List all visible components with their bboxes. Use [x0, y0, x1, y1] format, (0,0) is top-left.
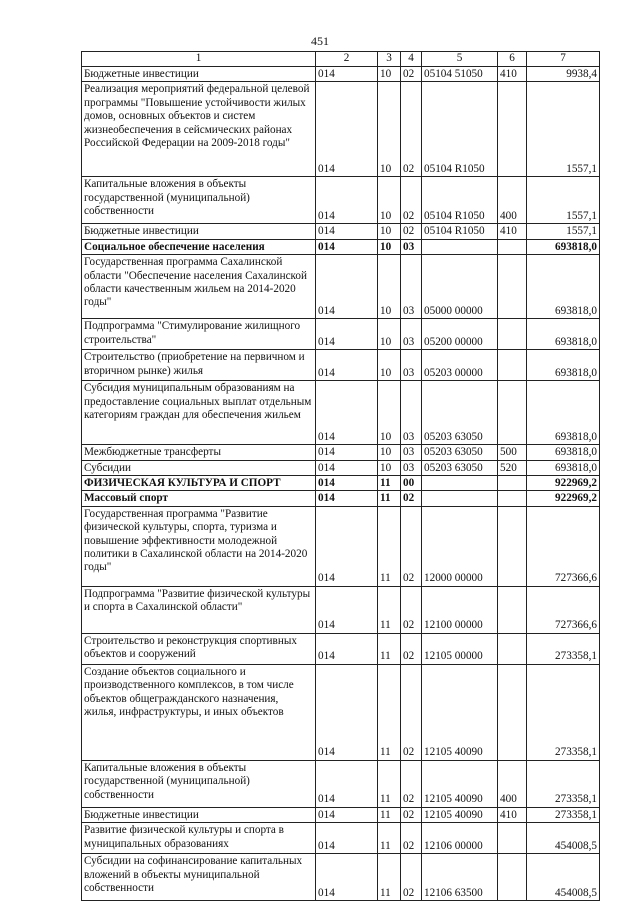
row-admin-code: 014	[316, 82, 378, 177]
row-section: 11	[378, 664, 401, 760]
table-row	[82, 445, 600, 460]
table-row	[82, 823, 600, 854]
row-subsection: 02	[401, 633, 422, 664]
row-target-article: 12100 00000	[422, 586, 498, 633]
column-header: 2	[316, 52, 378, 67]
column-header: 1	[82, 52, 316, 67]
row-expense-type	[498, 854, 527, 901]
column-header: 3	[378, 52, 401, 67]
row-subsection: 02	[401, 760, 422, 807]
row-amount: 693818,0	[527, 255, 600, 319]
row-section: 11	[378, 506, 401, 586]
row-subsection: 02	[401, 506, 422, 586]
row-target-article: 12106 63500	[422, 854, 498, 901]
row-subsection: 02	[401, 823, 422, 854]
row-admin-code: 014	[316, 319, 378, 350]
row-amount: 922969,2	[527, 491, 600, 506]
row-amount: 273358,1	[527, 664, 600, 760]
row-expense-type	[498, 239, 527, 254]
row-amount: 693818,0	[527, 381, 600, 445]
row-admin-code: 014	[316, 224, 378, 239]
row-target-article: 12105 40090	[422, 760, 498, 807]
row-section: 10	[378, 224, 401, 239]
row-target-article: 05000 00000	[422, 255, 498, 319]
row-subsection: 00	[401, 476, 422, 491]
row-expense-type	[498, 491, 527, 506]
table-row	[82, 177, 600, 224]
row-subsection: 03	[401, 445, 422, 460]
table-row	[82, 491, 600, 506]
row-section: 11	[378, 823, 401, 854]
column-header: 6	[498, 52, 527, 67]
row-description: Межбюджетные трансферты	[82, 445, 316, 460]
row-expense-type: 400	[498, 177, 527, 224]
column-header: 5	[422, 52, 498, 67]
row-subsection: 02	[401, 177, 422, 224]
row-description: Массовый спорт	[82, 491, 316, 506]
row-expense-type	[498, 319, 527, 350]
table-row	[82, 633, 600, 664]
row-amount: 273358,1	[527, 760, 600, 807]
row-description: Субсидии на софинансирование капитальных вложений в объекты муниципальной собственности	[82, 854, 316, 901]
table-row	[82, 381, 600, 445]
row-expense-type: 500	[498, 445, 527, 460]
header-row	[82, 52, 600, 67]
row-subsection: 02	[401, 67, 422, 82]
row-target-article: 05104 R1050	[422, 224, 498, 239]
row-description: Государственная программа "Развитие физической культуры, спорта, туризма и повышение эффективности молодежной политики в Сахалинской области на 2014-2020 годы"	[82, 506, 316, 586]
row-section: 10	[378, 255, 401, 319]
row-target-article: 05104 R1050	[422, 177, 498, 224]
row-subsection: 02	[401, 586, 422, 633]
row-admin-code: 014	[316, 664, 378, 760]
row-amount: 693818,0	[527, 445, 600, 460]
row-description: ФИЗИЧЕСКАЯ КУЛЬТУРА И СПОРТ	[82, 476, 316, 491]
budget-table	[81, 51, 600, 901]
row-description: Строительство (приобретение на первичном и вторичном рынке) жилья	[82, 350, 316, 381]
row-admin-code: 014	[316, 67, 378, 82]
row-description: Бюджетные инвестиции	[82, 224, 316, 239]
row-amount: 273358,1	[527, 633, 600, 664]
row-target-article: 05104 51050	[422, 67, 498, 82]
row-amount: 922969,2	[527, 476, 600, 491]
row-section: 11	[378, 586, 401, 633]
table-row	[82, 460, 600, 475]
row-subsection: 02	[401, 82, 422, 177]
row-description: Капитальные вложения в объекты государственной (муниципальной) собственности	[82, 760, 316, 807]
row-expense-type	[498, 82, 527, 177]
row-target-article: 05203 63050	[422, 445, 498, 460]
row-subsection: 03	[401, 239, 422, 254]
table-row	[82, 807, 600, 822]
row-amount: 1557,1	[527, 82, 600, 177]
row-admin-code: 014	[316, 586, 378, 633]
row-target-article	[422, 239, 498, 254]
row-expense-type	[498, 381, 527, 445]
row-description: Социальное обеспечение населения	[82, 239, 316, 254]
row-target-article: 12106 00000	[422, 823, 498, 854]
row-description: Субсидия муниципальным образованиям на предоставление социальных выплат отдельным категориям граждан для обеспечения жильем	[82, 381, 316, 445]
row-amount: 454008,5	[527, 854, 600, 901]
row-target-article: 12105 00000	[422, 633, 498, 664]
row-subsection: 03	[401, 381, 422, 445]
row-expense-type: 520	[498, 460, 527, 475]
row-target-article: 12105 40090	[422, 807, 498, 822]
row-admin-code: 014	[316, 506, 378, 586]
row-section: 10	[378, 350, 401, 381]
row-subsection: 03	[401, 350, 422, 381]
row-target-article: 05200 00000	[422, 319, 498, 350]
row-amount: 693818,0	[527, 239, 600, 254]
table-row	[82, 350, 600, 381]
row-expense-type	[498, 633, 527, 664]
column-header: 4	[401, 52, 422, 67]
table-row	[82, 664, 600, 760]
row-target-article: 05203 63050	[422, 381, 498, 445]
row-description: Капитальные вложения в объекты государственной (муниципальной) собственности	[82, 177, 316, 224]
row-admin-code: 014	[316, 381, 378, 445]
row-expense-type: 400	[498, 760, 527, 807]
table-row	[82, 224, 600, 239]
row-target-article: 05203 00000	[422, 350, 498, 381]
page-number: 451	[311, 34, 329, 48]
row-section: 10	[378, 239, 401, 254]
table-row	[82, 586, 600, 633]
row-subsection: 03	[401, 255, 422, 319]
row-subsection: 02	[401, 854, 422, 901]
row-admin-code: 014	[316, 807, 378, 822]
row-admin-code: 014	[316, 633, 378, 664]
row-expense-type: 410	[498, 67, 527, 82]
row-admin-code: 014	[316, 239, 378, 254]
row-amount: 1557,1	[527, 177, 600, 224]
row-section: 11	[378, 807, 401, 822]
row-section: 11	[378, 476, 401, 491]
row-expense-type	[498, 506, 527, 586]
table-row	[82, 67, 600, 82]
row-subsection: 02	[401, 224, 422, 239]
table-row	[82, 255, 600, 319]
row-amount: 693818,0	[527, 460, 600, 475]
row-target-article: 05203 63050	[422, 460, 498, 475]
row-admin-code: 014	[316, 760, 378, 807]
row-admin-code: 014	[316, 854, 378, 901]
table-row	[82, 82, 600, 177]
row-expense-type: 410	[498, 224, 527, 239]
row-section: 11	[378, 854, 401, 901]
row-admin-code: 014	[316, 255, 378, 319]
row-amount: 693818,0	[527, 350, 600, 381]
row-description: Подпрограмма "Стимулирование жилищного строительства"	[82, 319, 316, 350]
row-section: 11	[378, 633, 401, 664]
row-section: 10	[378, 177, 401, 224]
row-section: 11	[378, 760, 401, 807]
row-admin-code: 014	[316, 350, 378, 381]
row-expense-type	[498, 823, 527, 854]
row-amount: 454008,5	[527, 823, 600, 854]
row-section: 10	[378, 445, 401, 460]
row-subsection: 02	[401, 664, 422, 760]
row-expense-type	[498, 350, 527, 381]
row-expense-type	[498, 476, 527, 491]
row-description: Развитие физической культуры и спорта в муниципальных образованиях	[82, 823, 316, 854]
row-subsection: 02	[401, 807, 422, 822]
row-admin-code: 014	[316, 460, 378, 475]
row-section: 10	[378, 381, 401, 445]
row-expense-type	[498, 586, 527, 633]
row-section: 10	[378, 82, 401, 177]
row-amount: 727366,6	[527, 586, 600, 633]
row-expense-type	[498, 255, 527, 319]
row-subsection: 02	[401, 491, 422, 506]
row-target-article: 12000 00000	[422, 506, 498, 586]
row-description: Подпрограмма "Развитие физической культуры и спорта в Сахалинской области"	[82, 586, 316, 633]
table-row	[82, 854, 600, 901]
row-subsection: 03	[401, 319, 422, 350]
row-description: Бюджетные инвестиции	[82, 807, 316, 822]
row-target-article	[422, 491, 498, 506]
row-description: Субсидии	[82, 460, 316, 475]
row-amount: 1557,1	[527, 224, 600, 239]
row-description: Реализация мероприятий федеральной целевой программы "Повышение устойчивости жилых домов, основных объектов и систем жизнеобеспечения в сейсмических районах Российской Федерации на 2009-2018 годы"	[82, 82, 316, 177]
row-target-article: 05104 R1050	[422, 82, 498, 177]
column-header: 7	[527, 52, 600, 67]
table-row	[82, 506, 600, 586]
table-row	[82, 476, 600, 491]
row-expense-type	[498, 664, 527, 760]
row-section: 11	[378, 491, 401, 506]
row-description: Создание объектов социального и производственного комплексов, в том числе объектов общегражданского назначения, жилья, инфраструктуры, и иных объектов	[82, 664, 316, 760]
row-amount: 727366,6	[527, 506, 600, 586]
table-row	[82, 760, 600, 807]
row-amount: 693818,0	[527, 319, 600, 350]
row-admin-code: 014	[316, 177, 378, 224]
table-row	[82, 239, 600, 254]
row-amount: 9938,4	[527, 67, 600, 82]
row-section: 10	[378, 67, 401, 82]
row-target-article	[422, 476, 498, 491]
row-section: 10	[378, 319, 401, 350]
row-amount: 273358,1	[527, 807, 600, 822]
table-row	[82, 319, 600, 350]
row-admin-code: 014	[316, 823, 378, 854]
row-description: Бюджетные инвестиции	[82, 67, 316, 82]
row-target-article: 12105 40090	[422, 664, 498, 760]
row-section: 10	[378, 460, 401, 475]
row-description: Государственная программа Сахалинской области "Обеспечение населения Сахалинской области качественным жильем на 2014-2020 годы"	[82, 255, 316, 319]
row-admin-code: 014	[316, 491, 378, 506]
row-admin-code: 014	[316, 476, 378, 491]
row-expense-type: 410	[498, 807, 527, 822]
row-subsection: 03	[401, 460, 422, 475]
row-description: Строительство и реконструкция спортивных объектов и сооружений	[82, 633, 316, 664]
row-admin-code: 014	[316, 445, 378, 460]
